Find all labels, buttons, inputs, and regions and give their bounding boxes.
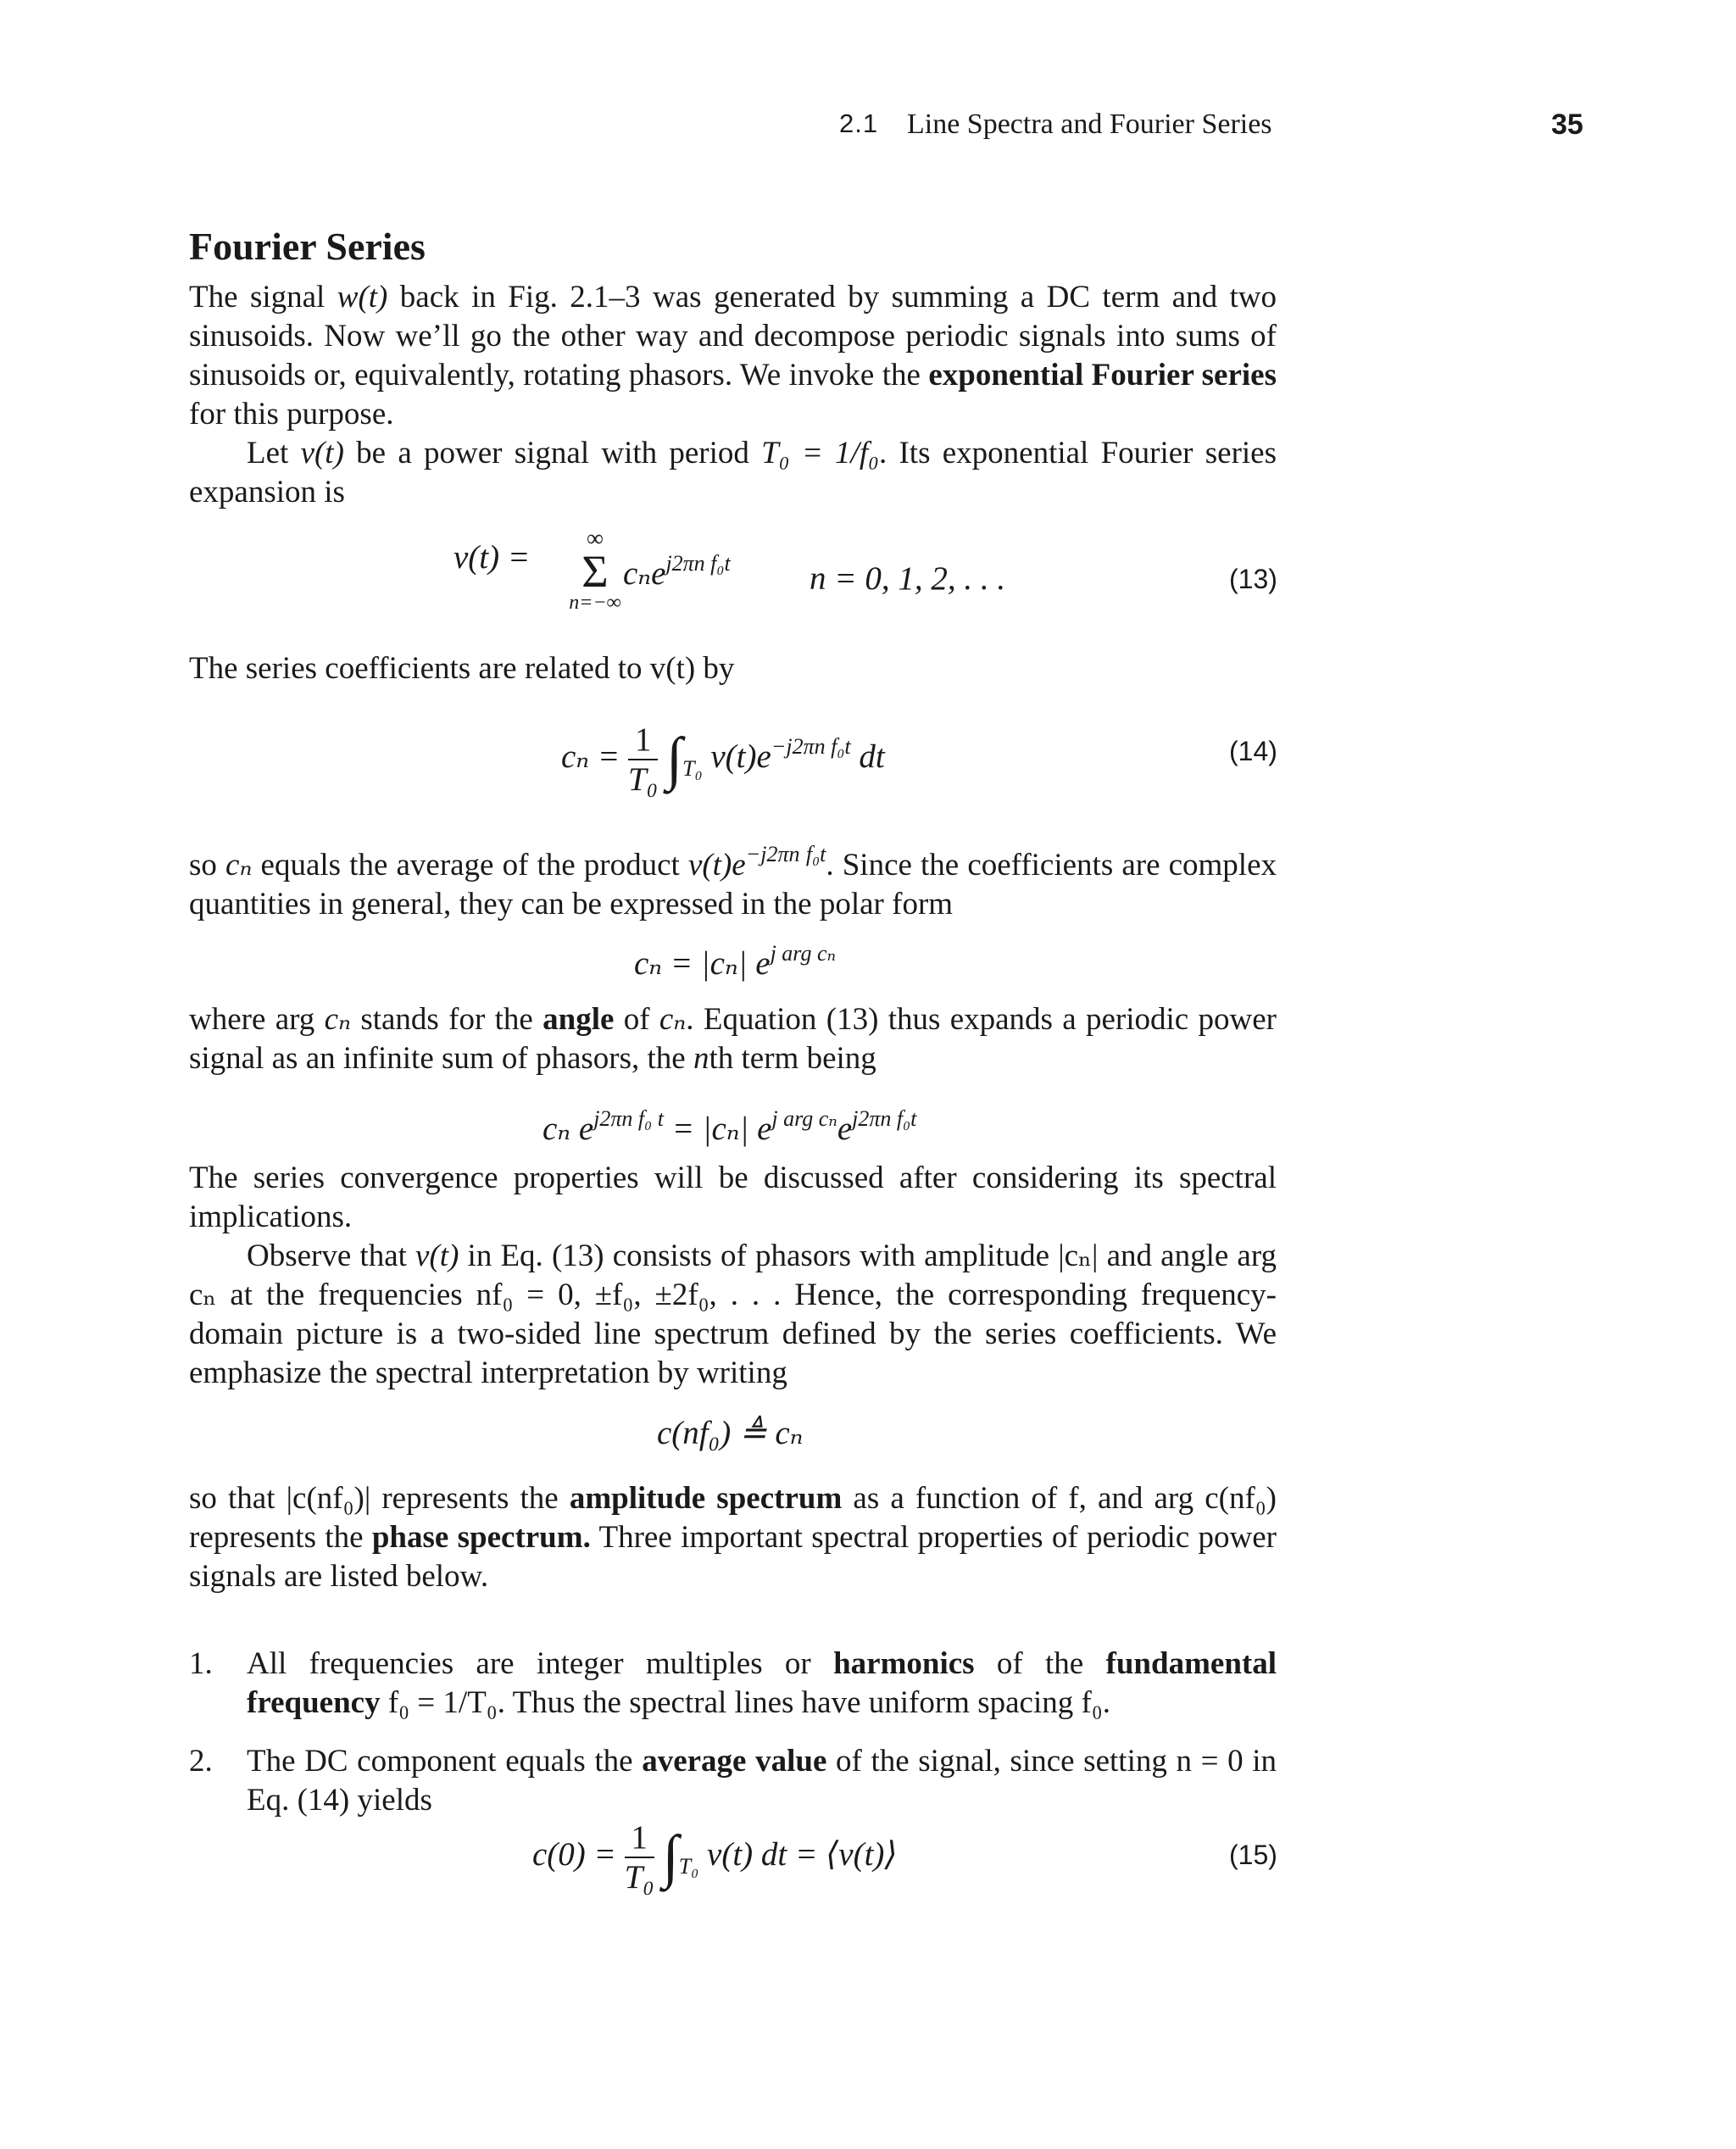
eq-lhs: cₙ = <box>561 738 620 775</box>
fraction <box>628 721 658 799</box>
eq-exponent: j arg cₙ <box>771 1106 837 1131</box>
sum-upper: ∞ <box>587 526 604 552</box>
math-inline: n <box>693 1041 709 1076</box>
text-span: . Its exponential Fourier series expansion is <box>189 436 1277 509</box>
bold-term: exponential Fourier series <box>928 358 1277 392</box>
equation-13 <box>453 538 530 576</box>
list-text <box>247 1645 1277 1723</box>
paragraph-convergence <box>189 1159 1277 1393</box>
fraction-denominator: T₀ <box>627 761 659 798</box>
sum-symbol: Σ <box>581 546 609 597</box>
paragraph-coefficients: The series coefficients are related to v(t) by <box>189 651 735 686</box>
list-item <box>189 1645 1277 1723</box>
text-span: th term being <box>709 1041 876 1076</box>
eq-e: e <box>837 1111 853 1147</box>
paragraph-period <box>189 434 1277 512</box>
paragraph-average <box>189 835 1277 924</box>
text-span: . Equation (13) thus expands a periodic power signal as an infinite sum of phasors, the <box>189 1002 1277 1076</box>
integral-limit: T₀ <box>682 755 703 781</box>
text-span: of the signal, since setting n = 0 in Eq. (14) yields <box>247 1744 1277 1818</box>
integral-limit: T₀ <box>678 1853 699 1879</box>
paragraph-angle <box>189 1000 1277 1078</box>
eq-lhs: cₙ e <box>542 1111 594 1147</box>
sum-lower: n=−∞ <box>569 592 621 614</box>
text-span: be a power signal with period <box>343 436 762 470</box>
text-span: . Since the coefficients are complex quantities in general, they can be expressed in the polar form <box>189 848 1277 921</box>
equation-14 <box>561 721 885 799</box>
text-span: back in Fig. 2.1–3 was generated by summing a DC term and two sinusoids. Now we’ll go the other way and decompose periodic signals into sums of sinusoids or, equivalently, rotating phasors. We invoke the <box>189 280 1277 392</box>
text-span: Three important spectral properties of periodic power signals are listed below. <box>189 1520 1277 1594</box>
equation-number-15: (15) <box>1229 1840 1277 1870</box>
integral-sign: ∫ <box>662 1824 679 1890</box>
math-inline: v(t)e <box>687 848 746 882</box>
equation-definition: c(nf₀) ≜ cₙ <box>657 1415 804 1451</box>
header-section-title: Line Spectra and Fourier Series <box>907 109 1272 140</box>
equation-number-14: (14) <box>1229 736 1277 766</box>
equation-polar-form <box>634 941 836 983</box>
text-span: The signal <box>189 280 337 315</box>
bold-term: phase spectrum. <box>371 1520 591 1555</box>
math-inline: w(t) <box>337 280 388 315</box>
text-span: stands for the <box>351 1002 543 1037</box>
eq-dt: dt <box>859 738 885 775</box>
eq-lhs: v(t) = <box>453 539 531 576</box>
eq-exponent: −j2πn f₀t <box>771 733 851 759</box>
eq-body: v(t) dt = ⟨v(t)⟩ <box>707 1835 898 1873</box>
eq13-term <box>623 551 731 593</box>
summation <box>570 527 620 614</box>
math-inline: cₙ <box>659 1002 687 1037</box>
text-span: Observe that <box>247 1239 416 1273</box>
eq-rhs: = |cₙ| e <box>671 1111 772 1147</box>
page-number: 35 <box>1551 109 1583 141</box>
math-inline: v(t) <box>415 1239 459 1273</box>
paragraph-spectra <box>189 1479 1277 1596</box>
eq13-condition: n = 0, 1, 2, . . . <box>810 560 1006 597</box>
bold-term: average value <box>642 1744 827 1779</box>
text-span: The series convergence properties will be discussed after considering its spectral implications. <box>189 1161 1277 1234</box>
text-span: so <box>189 848 226 882</box>
list-item <box>189 1742 1277 1820</box>
eq-body: cₙ = |cₙ| e <box>634 945 771 982</box>
bold-term: harmonics <box>833 1646 975 1681</box>
math-inline: cₙ <box>225 848 253 882</box>
eq-lhs: c(0) = <box>532 1835 616 1873</box>
eq-exponent: j2πn f₀t <box>852 1106 917 1131</box>
fraction-numerator: 1 <box>625 1818 654 1858</box>
bold-term: fundamental frequency <box>247 1646 1277 1720</box>
text-span: in Eq. (13) consists of phasors with amplitude |cₙ| and angle arg cₙ at the frequencies nf₀ = 0, ±f₀, ±2f₀, . . . Hence, the corresponding frequency-domain picture is a two-sided line spectrum defined by the series coefficients. We emphasize the spectral interpretation by writing <box>189 1239 1277 1390</box>
text-span: The DC component equals the <box>247 1744 643 1779</box>
paragraph-intro <box>189 278 1277 512</box>
math-inline: v(t) <box>300 436 344 470</box>
section-heading: Fourier Series <box>189 225 426 268</box>
text-span: as a function of f, and arg c(nf₀) represents the <box>189 1481 1277 1555</box>
text-span: Let <box>247 436 301 470</box>
text-span: All frequencies are integer multiples or <box>247 1646 834 1681</box>
text-span: so that |c(nf₀)| represents the <box>189 1481 570 1516</box>
math-exponent: −j2πn f₀t <box>745 842 826 866</box>
eq-exponent: j arg cₙ <box>770 941 837 966</box>
text-span: of <box>614 1002 659 1037</box>
paragraph-line-spectrum <box>189 1237 1277 1393</box>
eq-term: cₙe <box>623 555 666 592</box>
equation-nth-term <box>542 1106 916 1148</box>
math-inline: cₙ <box>324 1002 352 1037</box>
text-span: f₀ = 1/T₀. Thus the spectral lines have uniform spacing f₀. <box>380 1685 1110 1720</box>
header-section-number: 2.1 <box>839 109 879 138</box>
bold-term: amplitude spectrum <box>569 1481 843 1516</box>
text-span: where arg <box>189 1002 325 1037</box>
eq-exponent: j2πn f₀ t <box>593 1106 664 1131</box>
math-inline: T₀ = 1/f₀ <box>761 436 879 470</box>
equation-number-13: (13) <box>1229 564 1277 594</box>
bold-term: angle <box>542 1002 615 1037</box>
text-span: for this purpose. <box>189 397 394 431</box>
list-number: 1. <box>189 1646 213 1681</box>
fraction-numerator: 1 <box>628 721 658 760</box>
text-span: equals the average of the product <box>252 848 688 882</box>
eq-exponent: j2πn f₀t <box>665 551 731 576</box>
eq-body: v(t)e <box>710 738 771 775</box>
integral-sign: ∫ <box>665 727 683 792</box>
text-span: of the <box>974 1646 1106 1681</box>
fraction-denominator: T₀ <box>624 1859 654 1896</box>
list-text <box>247 1742 1277 1820</box>
equation-15 <box>532 1818 898 1896</box>
list-number: 2. <box>189 1744 213 1779</box>
fraction <box>625 1818 654 1896</box>
